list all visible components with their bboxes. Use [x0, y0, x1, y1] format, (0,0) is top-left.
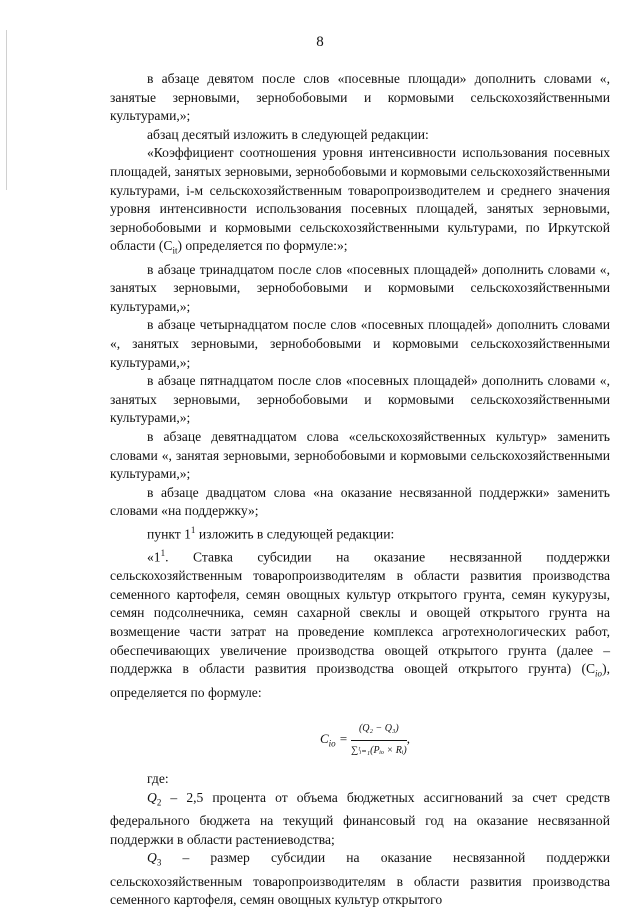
- paragraph: $Q_2 - 2,5$ процента от объема бюджетных ассигнований за счет средств федерального бюджета на текущий финансовый год на оказание несвязанной поддержки в области растениеводства;: [110, 789, 610, 847]
- page-number: 8: [316, 34, 324, 50]
- paragraph: в абзаце пятнадцатом после слов «посевных площадей» дополнить словами «, занятых зерновыми, зернобобовыми и кормовыми сельскохозяйственными культурами,»;: [110, 373, 610, 426]
- paragraph: абзац десятый изложить в следующей редакции:: [147, 126, 429, 142]
- formula: $C_{io}$ = $\frac{\text{(Q₂ − Q₃)}}{\text{∑ᵗᵢ₌₁(Pᵢₒ × Rᵢ)}}$ ,: [320, 720, 610, 760]
- paragraph: «$1^1$. Ставка субсидии на оказание несвязанной поддержки сельскохозяйственным товаропроизводителям в области развития производства семенного картофеля, семян овощных культур открытого грунта, семян кукурузы, семян подсолнечника, семян сахарной свеклы и овощей открытого грунта на возмещение части затрат на проведение комплекса агротехнологических работ, обеспечивающих увеличение производства овощей открытого грунта (далее – поддержка в области развития производства овощей открытого грунта) $(C_{io})$, определяется по формуле:: [110, 548, 610, 700]
- formula-fraction: [351, 720, 407, 760]
- paragraph: в абзаце четырнадцатом после слов «посевных площадей» дополнить словами «, занятых зерновыми, зернобобовыми и кормовыми сельскохозяйственными культурами,»;: [110, 317, 610, 370]
- paragraph: «Коэффициент соотношения уровня интенсивности использования посевных площадей, занятых зерновыми, зернобобовыми и кормовыми сельскохозяйственными культурами, i-м сельскохозяйственным товаропроизводителем и среднего значения уровня интенсивности использования посевных площадей, занятых зерновыми, зернобобовыми и кормовыми сельскохозяйственными культурами, по Иркутской области $(C_{it})$ определяется по формуле:»;: [110, 145, 610, 257]
- paragraph: где:: [147, 771, 169, 787]
- paragraph: $Q_3$ – размер субсидии на оказание несвязанной поддержки сельскохозяйственным товаропроизводителям в области развития производства семенного картофеля, семян овощных культур открытого: [110, 850, 610, 908]
- formula-numerator: (Q₂ − Q₃): [351, 720, 407, 741]
- document-body: [110, 70, 610, 910]
- page-edge-line: [6, 30, 7, 190]
- formula-denominator: ∑ᵗᵢ₌₁(Pᵢₒ × Rᵢ): [350, 744, 407, 756]
- paragraph: пункт $1^1$ изложить в следующей редакции:: [147, 524, 395, 542]
- paragraph: в абзаце девятом после слов «посевные площади» дополнить словами «, занятые зерновыми, зернобобовыми и кормовыми сельскохозяйственными культурами,»;: [110, 71, 610, 124]
- paragraph: в абзаце девятнадцатом слова «сельскохозяйственных культур» заменить словами «, занятая зерновыми, зернобобовыми и кормовыми сельскохозяйственными культурами,»;: [110, 429, 610, 482]
- paragraph: в абзаце двадцатом слова «на оказание несвязанной поддержки» заменить словами «на поддержку»;: [110, 484, 610, 519]
- paragraph: в абзаце тринадцатом после слов «посевных площадей» дополнить словами «, занятых зерновыми, зернобобовыми и кормовыми сельскохозяйственными культурами,»;: [110, 261, 610, 314]
